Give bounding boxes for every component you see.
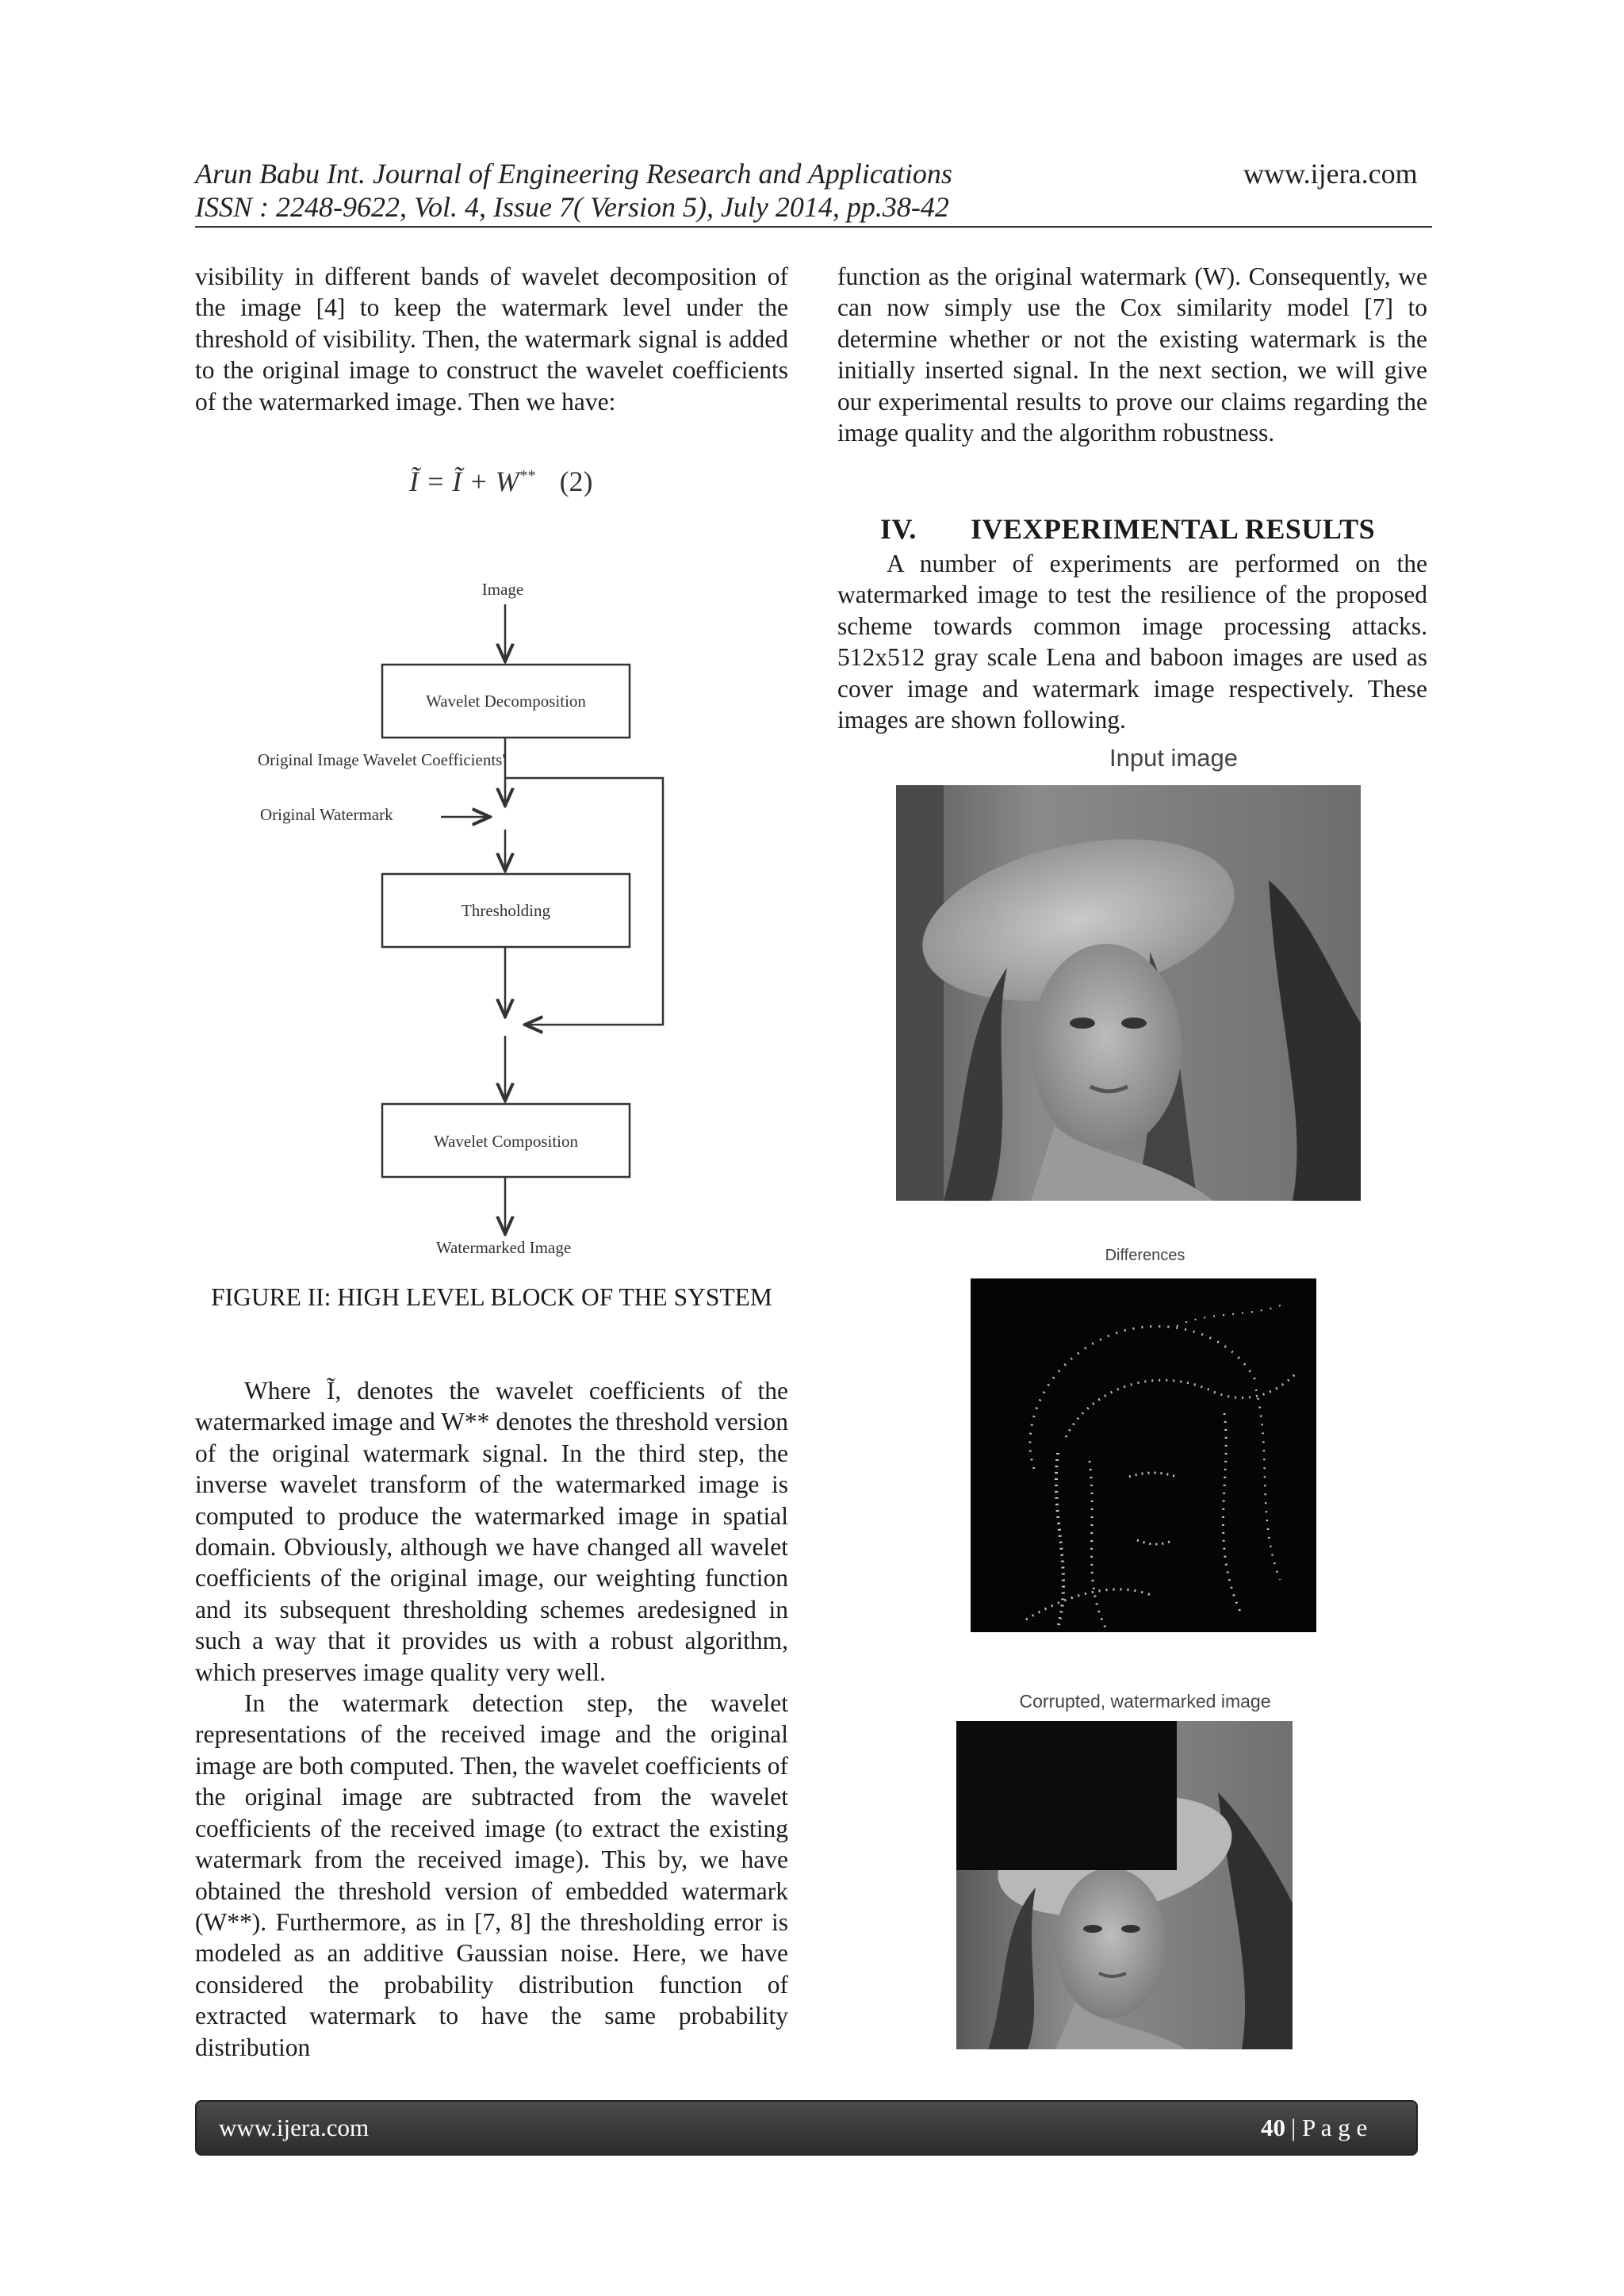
input-image xyxy=(896,785,1361,1201)
wavelet-composition-label: Wavelet Composition xyxy=(433,1132,579,1151)
flow-image-label: Image xyxy=(481,580,524,599)
footer-page-number: 40 xyxy=(1261,2114,1285,2141)
differences-title: Differences xyxy=(1105,1247,1185,1264)
section-title: IVEXPERIMENTAL RESULTS xyxy=(971,513,1376,545)
figure-caption: FIGURE II: HIGH LEVEL BLOCK OF THE SYSTEM xyxy=(211,1283,772,1311)
wavelet-decomposition-label: Wavelet Decomposition xyxy=(426,692,586,711)
original-watermark-label: Original Watermark xyxy=(260,805,393,824)
footer-website[interactable]: www.ijera.com xyxy=(219,2114,370,2141)
right-paragraph-2: A number of experiments are performed on the watermarked image to test the resilience of the proposed scheme towards common image processing attacks. 512x512 gray scale Lena and baboon images are used as cover image and watermark image respectively. These images are shown following. xyxy=(837,550,1427,734)
differences-image xyxy=(971,1278,1316,1632)
equation-number: (2) xyxy=(559,466,593,497)
block-diagram xyxy=(238,555,682,1269)
corrupted-image-title: Corrupted, watermarked image xyxy=(1019,1691,1271,1711)
equation-rhs: = Ĩ + W xyxy=(426,466,519,497)
left-paragraph-1: visibility in different bands of wavelet decomposition of the image [4] to keep the watermark level under the threshold of visibility. Then, the watermark signal is added to the original image to construct the wavelet coefficients of the watermarked image. Then we have: xyxy=(195,263,788,416)
equation-lhs: Ĩ xyxy=(409,466,419,497)
header-website[interactable]: www.ijera.com xyxy=(1243,158,1418,190)
footer-page-label: | P a g e xyxy=(1291,2114,1368,2141)
input-image-title: Input image xyxy=(1109,744,1238,772)
watermarked-image-label: Watermarked Image xyxy=(435,1238,572,1257)
right-paragraph-1: function as the original watermark (W). Consequently, we can now simply use the Cox similarity model [7] to determine whether or not the existing watermark is the initially inserted signal. In the next section, we will give our experimental results to prove our claims regarding the image quality and the algorithm robustness. xyxy=(837,263,1427,447)
section-number: IV. xyxy=(880,513,917,545)
coefficients-label: Original Image Wavelet Coefficients' xyxy=(258,750,506,769)
left-paragraph-2: Where Ĩ, denotes the wavelet coefficients of the watermarked image and W** denotes the threshold version of the original watermark signal. In the third step, the inverse wavelet transform of the watermarked image is computed to produce the watermarked image in spatial domain. Obviously, although we have changed all wavelet coefficients of the original image, our weighting function and its subsequent thresholding schemes aredesigned in such a way that it provides us with a robust algorithm, which preserves image quality very well. In the watermark detection step, the wavelet representations of the received image and the original image are both computed. Then, the wavelet coefficients of the original image are subtracted from the wavelet coefficients of the received image (to extract the existing watermark from the received image). This by, we have obtained the threshold version of embedded watermark (W**). Furthermore, as in [7, 8] the thresholding error is modeled as an additive Gaussian noise. Here, we have considered the probability distribution function of extracted watermark to have the same probability distribution xyxy=(195,1375,788,2063)
thresholding-label: Thresholding xyxy=(462,901,550,920)
footer-bar xyxy=(195,2100,1418,2156)
equation-superscript: ** xyxy=(519,467,535,485)
issn-line: ISSN : 2248-9622, Vol. 4, Issue 7( Version 5), July 2014, pp.38-42 xyxy=(195,191,949,223)
left-paragraph-3: In the watermark detection step, the wavelet representations of the received image and the original image are both computed. Then, the wavelet coefficients of the original image are subtracted from the wavelet coefficients of the received image (to extract the existing watermark from the received image). This by, we have obtained the threshold version of embedded watermark (W**). Furthermore, as in [7, 8] the thresholding error is modeled as an additive Gaussian noise. Here, we have considered the probability distribution function of extracted watermark to have the same probability distribution xyxy=(195,1689,788,2061)
header-rule xyxy=(195,226,1432,228)
equation-2 xyxy=(409,465,593,498)
journal-title: Arun Babu Int. Journal of Engineering Research and Applications xyxy=(195,158,952,190)
corrupted-image xyxy=(956,1721,1293,2049)
